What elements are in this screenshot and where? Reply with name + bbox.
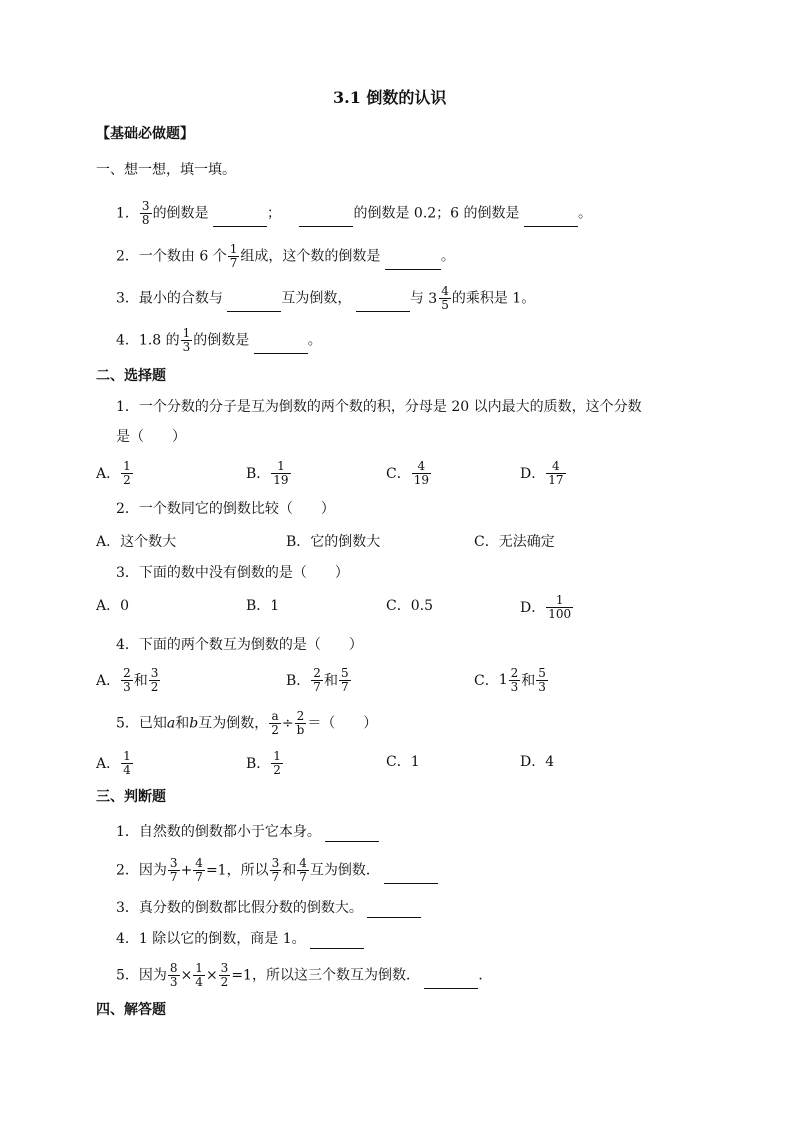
fraction: $\frac{4}{19}$ xyxy=(413,458,429,487)
s3-q4: 4．1 除以它的倒数，商是 1。 xyxy=(116,929,364,949)
option-d[interactable]: D． $\frac{4}{17}$ xyxy=(520,458,564,487)
option-d[interactable]: D．4 xyxy=(520,754,555,770)
answer-blank[interactable] xyxy=(310,932,364,949)
s3-q1: 1．自然数的倒数都小于它本身。 xyxy=(116,822,379,842)
option-c[interactable]: C． $\frac{4}{19}$ xyxy=(386,458,429,487)
mixed-number: 3 $\frac{4}{5}$ xyxy=(428,284,449,312)
fraction: $\frac{5}{3}$ xyxy=(538,665,546,694)
fraction: $\frac{2}{3}$ xyxy=(510,665,519,694)
fraction: $\frac{2}{b}$ xyxy=(296,709,305,737)
answer-blank[interactable] xyxy=(384,867,438,884)
fraction: $\frac{3}{8}$ xyxy=(141,199,150,227)
q-number: 3． xyxy=(116,290,139,307)
fraction: $\frac{3}{7}$ xyxy=(169,856,178,884)
option-c[interactable]: C．1 xyxy=(386,754,420,770)
fraction: $\frac{1}{2}$ xyxy=(273,748,281,777)
answer-blank[interactable] xyxy=(299,210,353,227)
fraction: $\frac{4}{17}$ xyxy=(548,458,564,487)
option-a[interactable]: A．这个数大 xyxy=(96,534,177,550)
s3-q5: 5．因为 $\frac{8}{3}$ × $\frac{1}{4}$ × $\frac{3}{2}$ =1，所以这三个数互为倒数． ． xyxy=(116,961,493,989)
s2-q1-line2: 是（ ） xyxy=(116,429,186,445)
option-b[interactable]: B． $\frac{2}{7}$ 和 $\frac{5}{7}$ xyxy=(286,665,349,694)
s1-q3: 3．最小的合数与 互为倒数， 与 3 $\frac{4}{5}$ 的乘积是 1。 xyxy=(116,284,536,312)
option-d[interactable]: D． $\frac{1}{100}$ xyxy=(520,592,572,621)
option-a[interactable]: A． $\frac{1}{2}$ xyxy=(96,458,131,487)
q-number: 2． xyxy=(116,248,139,265)
fraction: $\frac{1}{4}$ xyxy=(195,961,203,989)
q-number: 4． xyxy=(116,332,139,349)
s2-q2: 2．一个数同它的倒数比较（ ） xyxy=(116,501,335,517)
fraction: $\frac{1}{2}$ xyxy=(123,458,131,487)
answer-blank[interactable] xyxy=(367,901,421,918)
option-b[interactable]: B．它的倒数大 xyxy=(286,534,381,550)
fraction: $\frac{a}{2}$ xyxy=(271,709,279,737)
fraction: $\frac{3}{2}$ xyxy=(150,665,159,694)
fraction: $\frac{1}{100}$ xyxy=(548,592,572,621)
answer-blank[interactable] xyxy=(524,210,578,227)
answer-blank[interactable] xyxy=(325,825,379,842)
answer-blank[interactable] xyxy=(213,210,267,227)
fraction: $\frac{5}{7}$ xyxy=(340,665,349,694)
s2-q1-line1: 1．一个分数的分子是互为倒数的两个数的积，分母是 20 以内最大的质数，这个分数 xyxy=(116,399,642,415)
fraction: $\frac{1}{4}$ xyxy=(123,748,131,777)
s1-q4: 4．1.8 的 $\frac{1}{3}$ 的倒数是 。 xyxy=(116,326,322,354)
answer-blank[interactable] xyxy=(385,253,441,270)
s3-q2: 2．因为 $\frac{3}{7}$ + $\frac{4}{7}$ =1，所以 $\frac{3}{7}$ 和 $\frac{4}{7}$ 互为倒数． xyxy=(116,857,438,884)
section-label: 【基础必做题】 xyxy=(96,126,194,142)
s2-q4: 4．下面的两个数互为倒数的是（ ） xyxy=(116,637,363,653)
option-c[interactable]: C．无法确定 xyxy=(474,534,555,550)
s3-q3: 3．真分数的倒数都比假分数的倒数大。 xyxy=(116,898,421,918)
s2-q3: 3．下面的数中没有倒数的是（ ） xyxy=(116,565,349,581)
answer-blank[interactable] xyxy=(356,295,410,312)
fraction: $\frac{2}{7}$ xyxy=(313,665,321,694)
fraction: $\frac{4}{7}$ xyxy=(299,856,307,884)
answer-blank[interactable] xyxy=(254,337,308,354)
fraction: $\frac{1}{3}$ xyxy=(182,326,191,354)
option-c[interactable]: C． 1 $\frac{2}{3}$ 和 $\frac{5}{3}$ xyxy=(474,665,546,694)
option-b[interactable]: B．1 xyxy=(246,598,280,614)
section3-heading: 三、判断题 xyxy=(96,789,166,805)
answer-blank[interactable] xyxy=(424,972,478,989)
option-b[interactable]: B． $\frac{1}{19}$ xyxy=(246,458,289,487)
option-a[interactable]: A．0 xyxy=(96,598,130,614)
option-a[interactable]: A． $\frac{1}{4}$ xyxy=(96,748,131,777)
option-a[interactable]: A． $\frac{2}{3}$ 和 $\frac{3}{2}$ xyxy=(96,665,159,694)
section1-heading: 一、想一想，填一填。 xyxy=(96,162,236,178)
s1-q1: 1． $\frac{3}{8}$ 的倒数是 ； 的倒数是 0.2；6 的倒数是 。 xyxy=(116,199,592,227)
option-c[interactable]: C．0.5 xyxy=(386,598,433,614)
fraction: $\frac{4}{7}$ xyxy=(195,856,203,884)
s2-q5: 5．已知a和b互为倒数， $\frac{a}{2}$ ÷ $\frac{2}{b}$ ＝（ ） xyxy=(116,709,378,737)
section4-heading: 四、解答题 xyxy=(96,1002,166,1018)
fraction: $\frac{2}{3}$ xyxy=(123,665,131,694)
fraction: $\frac{3}{7}$ xyxy=(271,856,280,884)
fraction: $\frac{3}{2}$ xyxy=(220,961,229,989)
fraction: $\frac{1}{19}$ xyxy=(273,458,289,487)
option-b[interactable]: B． $\frac{1}{2}$ xyxy=(246,748,281,777)
s1-q2: 2．一个数由 6 个 $\frac{1}{7}$ 组成，这个数的倒数是 。 xyxy=(116,242,455,270)
fraction: $\frac{8}{3}$ xyxy=(169,961,178,989)
q-number: 1． xyxy=(116,205,139,222)
fraction: $\frac{1}{7}$ xyxy=(229,242,238,270)
answer-blank[interactable] xyxy=(227,295,281,312)
section2-heading: 二、选择题 xyxy=(96,368,166,384)
page-title: 3.1 倒数的认识 xyxy=(333,88,447,107)
